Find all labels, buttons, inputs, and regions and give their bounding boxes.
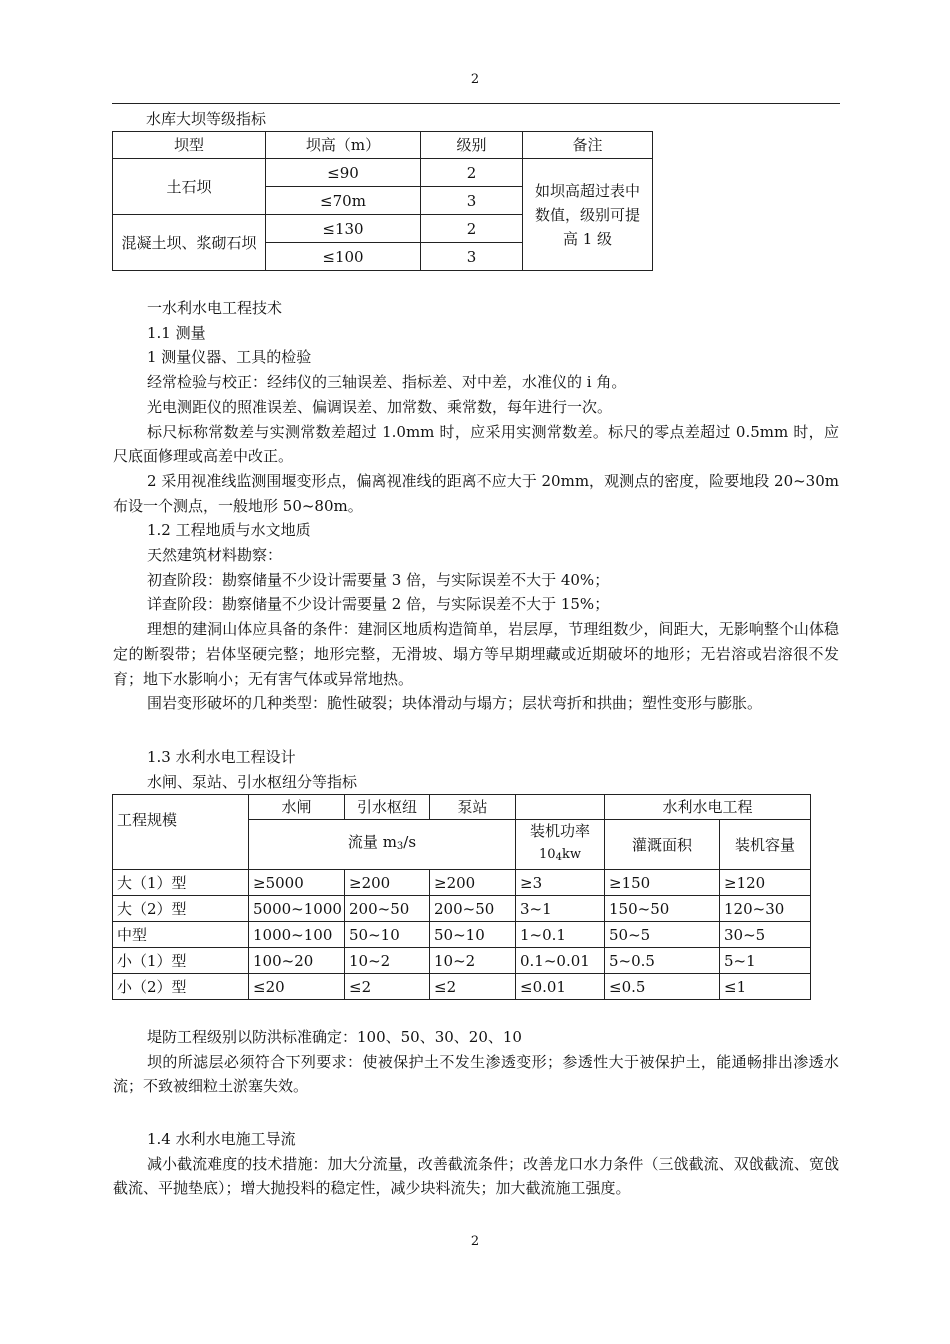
- table2-cell: 200~50: [430, 896, 516, 922]
- table1-header-height: 坝高（m）: [266, 132, 421, 159]
- power-unit-a: 10: [539, 847, 556, 862]
- table2-header-sluice: 水闸: [249, 795, 345, 820]
- table1-cell: 3: [421, 187, 523, 215]
- table2-cell: 1000~100: [249, 922, 345, 948]
- table2-row-label: 大（2）型: [113, 896, 249, 922]
- table1-cell: 3: [421, 243, 523, 271]
- table2-cell: 5000~1000: [249, 896, 345, 922]
- heading-diversion: 1.4 水利水电施工导流: [147, 1130, 296, 1148]
- table2-cell: ≤0.5: [605, 974, 720, 1000]
- table2-cell: 150~50: [605, 896, 720, 922]
- section-diversion: [113, 1127, 839, 1201]
- flow-label: 流量 m: [347, 833, 397, 851]
- table2-header-power: [516, 820, 605, 870]
- table2-cell: 50~10: [345, 922, 430, 948]
- table2-cell: 200~50: [345, 896, 430, 922]
- flow-label-sub: 3: [396, 841, 404, 852]
- table2-header-capacity: 装机容量: [720, 820, 811, 870]
- table2-header-diversion: 引水枢纽: [345, 795, 430, 820]
- table1-header-note: 备注: [523, 132, 653, 159]
- paragraph: 初查阶段：勘察储量不少设计需要量 3 倍，与实际误差不大于 40%；: [147, 570, 610, 589]
- table2-cell: ≥3: [516, 870, 605, 896]
- paragraph: 2 采用视准线监测围堰变形点，偏离视准线的距离不应大于 20mm，观测点的密度，险要地段 20~30m 布设一个测点，一般地形 50~80m。: [113, 471, 839, 515]
- table1-cell: ≤70m: [266, 187, 421, 215]
- table1-header-level: 级别: [421, 132, 523, 159]
- table2-cell: 5~0.5: [605, 948, 720, 974]
- table2-cell: ≤2: [430, 974, 516, 1000]
- table1-type-concrete: 混凝土坝、浆砌石坝: [113, 215, 266, 271]
- dam-grade-table: [112, 131, 653, 271]
- power-unit: [539, 847, 581, 862]
- paragraph: 1 测量仪器、工具的检验: [147, 348, 312, 367]
- table2-row-label: 小（1）型: [113, 948, 249, 974]
- table1-caption: 水库大坝等级指标: [146, 110, 267, 128]
- page-number-top: 2: [470, 72, 480, 87]
- table2-cell: 1~0.1: [516, 922, 605, 948]
- paragraph: 堤防工程级别以防洪标准确定：100、50、30、20、10: [147, 1028, 522, 1046]
- table1-cell: 2: [421, 159, 523, 187]
- table1-type-earth-rock: 土石坝: [113, 159, 266, 215]
- table2-cell: 50~10: [430, 922, 516, 948]
- table2-cell: 5~1: [720, 948, 811, 974]
- table2-header-flow: [249, 820, 516, 870]
- paragraph: 天然建筑材料勘察：: [147, 546, 283, 565]
- table2-cell: 30~5: [720, 922, 811, 948]
- table2-cell: ≥200: [345, 870, 430, 896]
- table2-cell: 10~2: [430, 948, 516, 974]
- flow-label-unit: /s: [403, 833, 417, 851]
- heading-hydro-tech: 一水利水电工程技术: [147, 299, 283, 317]
- sluice-grade-table: [112, 794, 811, 1000]
- paragraph: 理想的建洞山体应具备的条件：建洞区地质构造简单，岩层厚，节理组数少，间距大，无影响整个山体稳定的断裂带；岩体坚硬完整；地形完整，无滑坡、塌方等早期埋藏或近期破坏的地形；无岩溶或岩溶很不发育；地下水影响小；无有害气体或异常地热。: [113, 620, 839, 688]
- table2-header-irrigation: 灌溉面积: [605, 820, 720, 870]
- page-number-bottom: 2: [470, 1234, 480, 1249]
- heading-geology: 1.2 工程地质与水文地质: [147, 521, 311, 540]
- header-rule: [112, 103, 840, 104]
- power-label: 装机功率: [529, 822, 590, 840]
- table2-caption: 水闸、泵站、引水枢纽分等指标: [147, 772, 358, 791]
- table2-cell: ≥120: [720, 870, 811, 896]
- table1-cell: ≤100: [266, 243, 421, 271]
- table2-header-scale: 工程规模: [113, 795, 249, 870]
- table2-cell: 120~30: [720, 896, 811, 922]
- table1-cell: ≤130: [266, 215, 421, 243]
- paragraph: 经常检验与校正：经纬仪的三轴误差、指标差、对中差，水准仪的 i 角。: [147, 373, 627, 392]
- table2-cell: ≥5000: [249, 870, 345, 896]
- table1-header-type: 坝型: [113, 132, 266, 159]
- paragraph: 光电测距仪的照准误差、偏调误差、加常数、乘常数，每年进行一次。: [147, 397, 613, 416]
- power-unit-b: kw: [561, 847, 581, 862]
- table2-cell: ≥150: [605, 870, 720, 896]
- power-unit-sub: 4: [555, 852, 562, 863]
- section-survey-geology: [113, 296, 839, 716]
- table2-cell: ≤2: [345, 974, 430, 1000]
- paragraph: 减小截流难度的技术措施：加大分流量，改善截流条件；改善龙口水力条件（三戗截流、双戗截流、宽戗截流、平抛垫底）；增大抛投料的稳定性，减少块料流失；加大截流施工强度。: [113, 1154, 839, 1198]
- paragraph: 标尺标称常数差与实测常数差超过 1.0mm 时，应采用实测常数差。标尺的零点差超过 0.5mm 时，应尺底面修理或高差中改正。: [113, 422, 839, 466]
- table2-cell: ≥200: [430, 870, 516, 896]
- table1-cell: ≤90: [266, 159, 421, 187]
- table2-cell: 3~1: [516, 896, 605, 922]
- table2-row-label: 大（1）型: [113, 870, 249, 896]
- section-design: [113, 745, 839, 794]
- table2-header-empty: [516, 795, 605, 820]
- table1-note: 如坝高超过表中数值，级别可提高 1 级: [523, 159, 653, 271]
- table2-cell: 10~2: [345, 948, 430, 974]
- heading-survey: 1.1 测量: [147, 323, 206, 342]
- table2-cell: ≤20: [249, 974, 345, 1000]
- table2-row-label: 中型: [113, 922, 249, 948]
- table2-header-pump: 泵站: [430, 795, 516, 820]
- table2-cell: 100~20: [249, 948, 345, 974]
- table2-cell: ≤0.01: [516, 974, 605, 1000]
- paragraph: 围岩变形破坏的几种类型：脆性破裂；块体滑动与塌方；层状弯折和拱曲；塑性变形与膨胀。: [147, 694, 763, 713]
- table1-cell: 2: [421, 215, 523, 243]
- table2-cell: ≤1: [720, 974, 811, 1000]
- table2-cell: 50~5: [605, 922, 720, 948]
- paragraph: 详查阶段：勘察储量不少设计需要量 2 倍，与实际误差不大于 15%；: [147, 595, 610, 614]
- section-levee-filter: [113, 1025, 839, 1099]
- table2-cell: 0.1~0.01: [516, 948, 605, 974]
- table2-row-label: 小（2）型: [113, 974, 249, 1000]
- heading-design: 1.3 水利水电工程设计: [147, 748, 296, 766]
- paragraph: 坝的所滤层必须符合下列要求：使被保护土不发生渗透变形；参透性大于被保护土，能通畅排出渗透水流；不致被细粒土淤塞失效。: [113, 1052, 839, 1096]
- table2-header-hydro: 水利水电工程: [605, 795, 811, 820]
